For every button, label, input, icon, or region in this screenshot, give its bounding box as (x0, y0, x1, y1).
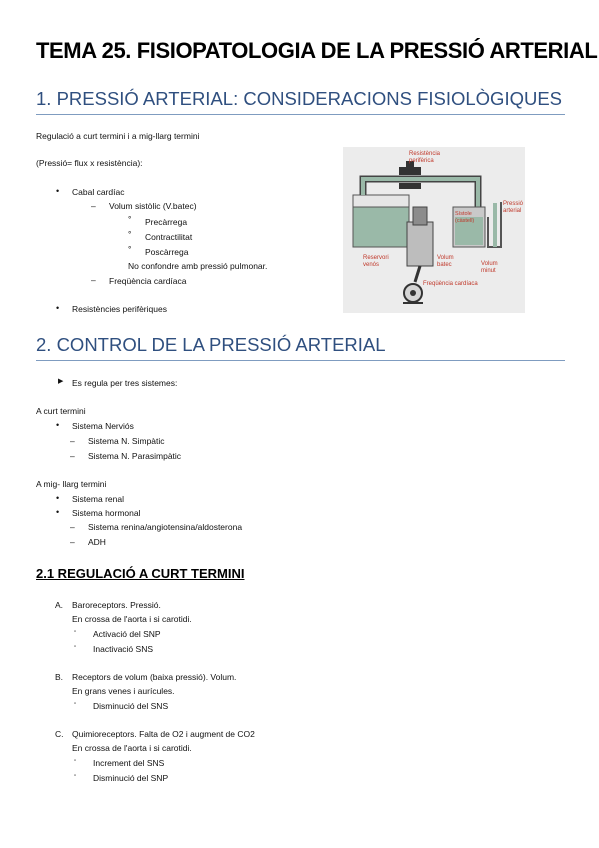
section-1-heading: 1. PRESSIÓ ARTERIAL: CONSIDERACIONS FISIOLÒGIQUES (36, 88, 563, 109)
parasimpatic-item: Sistema N. Parasimpàtic (88, 451, 182, 461)
label-volum-minut-1: Volum (481, 261, 498, 267)
curt-termini-label: A curt termini (36, 406, 86, 416)
nervios-item: Sistema Nerviós (72, 421, 134, 431)
dash-marker: – (70, 522, 75, 532)
dash-marker: – (91, 201, 96, 211)
square-bullet-icon: ▫ (74, 773, 77, 779)
postcarrega-item: Poscàrrega (145, 247, 189, 257)
adh-item: ADH (88, 537, 106, 547)
baroreceptors-location: En crossa de l'aorta i si carotidi. (72, 614, 192, 624)
frequencia-item: Freqüència cardíaca (109, 276, 187, 286)
baroreceptors-effect-2: Inactivació SNS (93, 644, 153, 654)
bullet-dot: • (56, 303, 60, 313)
marker-a: A. (55, 600, 64, 610)
contractilitat-item: Contractilitat (145, 232, 193, 242)
volum-item: Volum sistòlic (V.batec) (109, 201, 197, 211)
bullet-dot: • (56, 507, 60, 517)
square-bullet-icon: ▫ (74, 758, 77, 764)
label-sistole-1: Sístole (455, 211, 472, 217)
label-resistencia-1: Resistència (409, 151, 441, 157)
label-pressio-2: arterial (503, 208, 522, 214)
label-pressio-1: Pressió (503, 201, 524, 207)
label-freq: Freqüència cardíaca (423, 281, 478, 287)
square-bullet-icon: ▫ (74, 629, 77, 635)
page-title: TEMA 25. FISIOPATOLOGIA DE LA PRESSIÓ ARTERIAL (36, 38, 598, 63)
mig-termini-label: A mig- llarg termini (36, 479, 107, 489)
renal-item: Sistema renal (72, 494, 124, 504)
pressure-formula: (Pressió= flux x resistència): (36, 158, 143, 168)
degree-marker: ° (128, 229, 132, 239)
marker-b: B. (55, 672, 64, 682)
dash-marker: – (70, 436, 75, 446)
label-reservori-1: Reservori (363, 255, 389, 261)
label-sistole-2: (càstell) (455, 218, 475, 224)
baroreceptors-effect-1: Activació del SNP (93, 629, 161, 639)
volume-receptors-title: Receptors de volum (baixa pressió). Volum. (72, 672, 237, 682)
arrow-bullet-icon: ▶ (58, 378, 64, 385)
bullet-dot: • (56, 420, 60, 430)
section-2-heading: 2. CONTROL DE LA PRESSIÓ ARTERIAL (36, 334, 386, 355)
regulation-line: Regulació a curt termini i a mig-llarg termini (36, 131, 200, 141)
intro-line: Es regula per tres sistemes: (72, 378, 178, 388)
simpatic-item: Sistema N. Simpàtic (88, 436, 165, 446)
volume-receptors-effect-1: Disminució del SNS (93, 701, 169, 711)
precarrega-item: Precàrrega (145, 217, 188, 227)
hormonal-item: Sistema hormonal (72, 508, 141, 518)
chemoreceptors-effect-1: Increment del SNS (93, 758, 165, 768)
renina-item: Sistema renina/angiotensina/aldosterona (88, 522, 243, 532)
marker-c: C. (55, 729, 64, 739)
bullet-dot: • (56, 186, 60, 196)
pressure-model-figure (343, 147, 525, 313)
degree-marker: ° (128, 244, 132, 254)
label-volum-batec-2: batec (437, 262, 452, 268)
square-bullet-icon: ▫ (74, 701, 77, 707)
section-1-rule (36, 114, 565, 115)
baroreceptors-title: Baroreceptors. Pressió. (72, 600, 161, 610)
square-bullet-icon: ▫ (74, 644, 77, 650)
chemoreceptors-location: En crossa de l'aorta i si carotidi. (72, 743, 192, 753)
volume-receptors-location: En grans venes i aurícules. (72, 686, 175, 696)
degree-marker: ° (128, 214, 132, 224)
dash-marker: – (70, 451, 75, 461)
label-volum-minut-2: minut (481, 268, 496, 274)
dash-marker: – (70, 537, 75, 547)
label-reservori-2: venós (363, 262, 380, 268)
chemoreceptors-effect-2: Disminució del SNP (93, 773, 169, 783)
chemoreceptors-title: Quimioreceptors. Falta de O2 i augment de CO2 (72, 729, 255, 739)
label-resistencia-2: perifèrica (409, 158, 434, 164)
resistencies-item: Resistències perifèriques (72, 304, 167, 314)
section-2-rule (36, 360, 565, 361)
bullet-dot: • (56, 493, 60, 503)
note-line: No confondre amb pressió pulmonar. (128, 261, 268, 271)
dash-marker: – (91, 275, 96, 285)
label-volum-batec-1: Volum (437, 255, 454, 261)
cabal-item: Cabal cardíac (72, 187, 125, 197)
section-2-1-heading: 2.1 REGULACIÓ A CURT TERMINI (36, 566, 245, 581)
